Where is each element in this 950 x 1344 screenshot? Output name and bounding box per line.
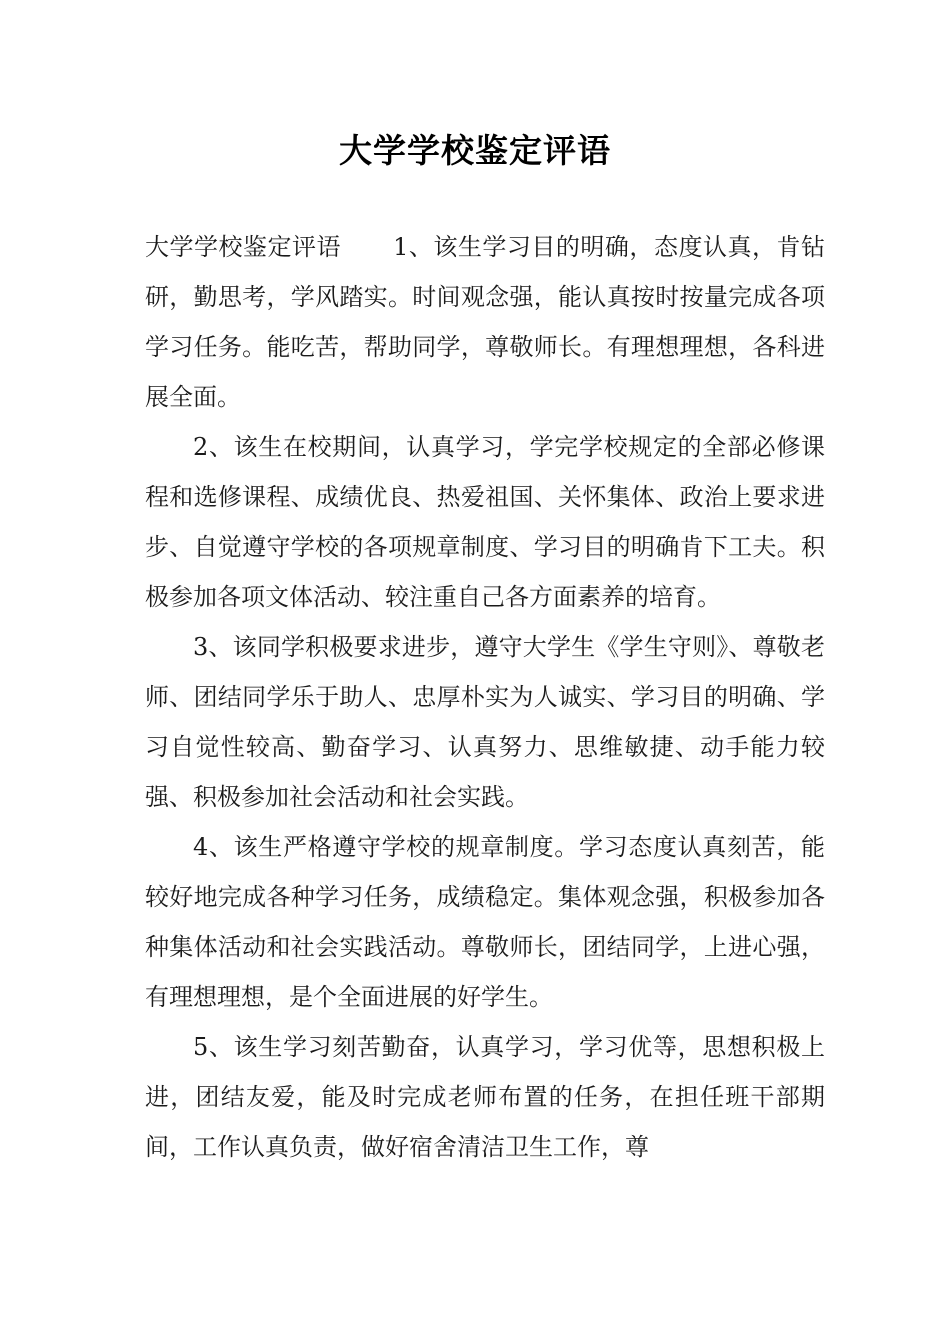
paragraph-1-text: 1、该生学习目的明确，态度认真，肯钻研，勤思考，学风踏实。时间观念强，能认真按时按量完成各项学习任务。能吃苦，帮助同学，尊敬师长。有理想理想，各科进展全面。 [145, 233, 825, 411]
paragraph-5: 5、该生学习刻苦勤奋，认真学习，学习优等，思想积极上进，团结友爱，能及时完成老师布置的任务，在担任班干部期间，工作认真负责，做好宿舍清洁卫生工作，尊 [145, 1033, 825, 1161]
document-body [145, 222, 825, 1172]
intro-heading: 大学学校鉴定评语 [145, 233, 342, 261]
paragraph-3: 3、该同学积极要求进步，遵守大学生《学生守则》、尊敬老师、团结同学乐于助人、忠厚朴实为人诚实、学习目的明确、学习自觉性较高、勤奋学习、认真努力、思维敏捷、动手能力较强、积极参加社会活动和社会实践。 [145, 633, 825, 811]
paragraph-4: 4、该生严格遵守学校的规章制度。学习态度认真刻苦，能较好地完成各种学习任务，成绩稳定。集体观念强，积极参加各种集体活动和社会实践活动。尊敬师长，团结同学，上进心强，有理想理想，是个全面进展的好学生。 [145, 833, 825, 1011]
paragraph-2: 2、该生在校期间，认真学习，学完学校规定的全部必修课程和选修课程、成绩优良、热爱祖国、关怀集体、政治上要求进步、自觉遵守学校的各项规章制度、学习目的明确肯下工夫。积极参加各项文体活动、较注重自己各方面素养的培育。 [145, 433, 825, 611]
document-title: 大学学校鉴定评语 [339, 131, 611, 170]
paragraph-1 [145, 222, 825, 422]
